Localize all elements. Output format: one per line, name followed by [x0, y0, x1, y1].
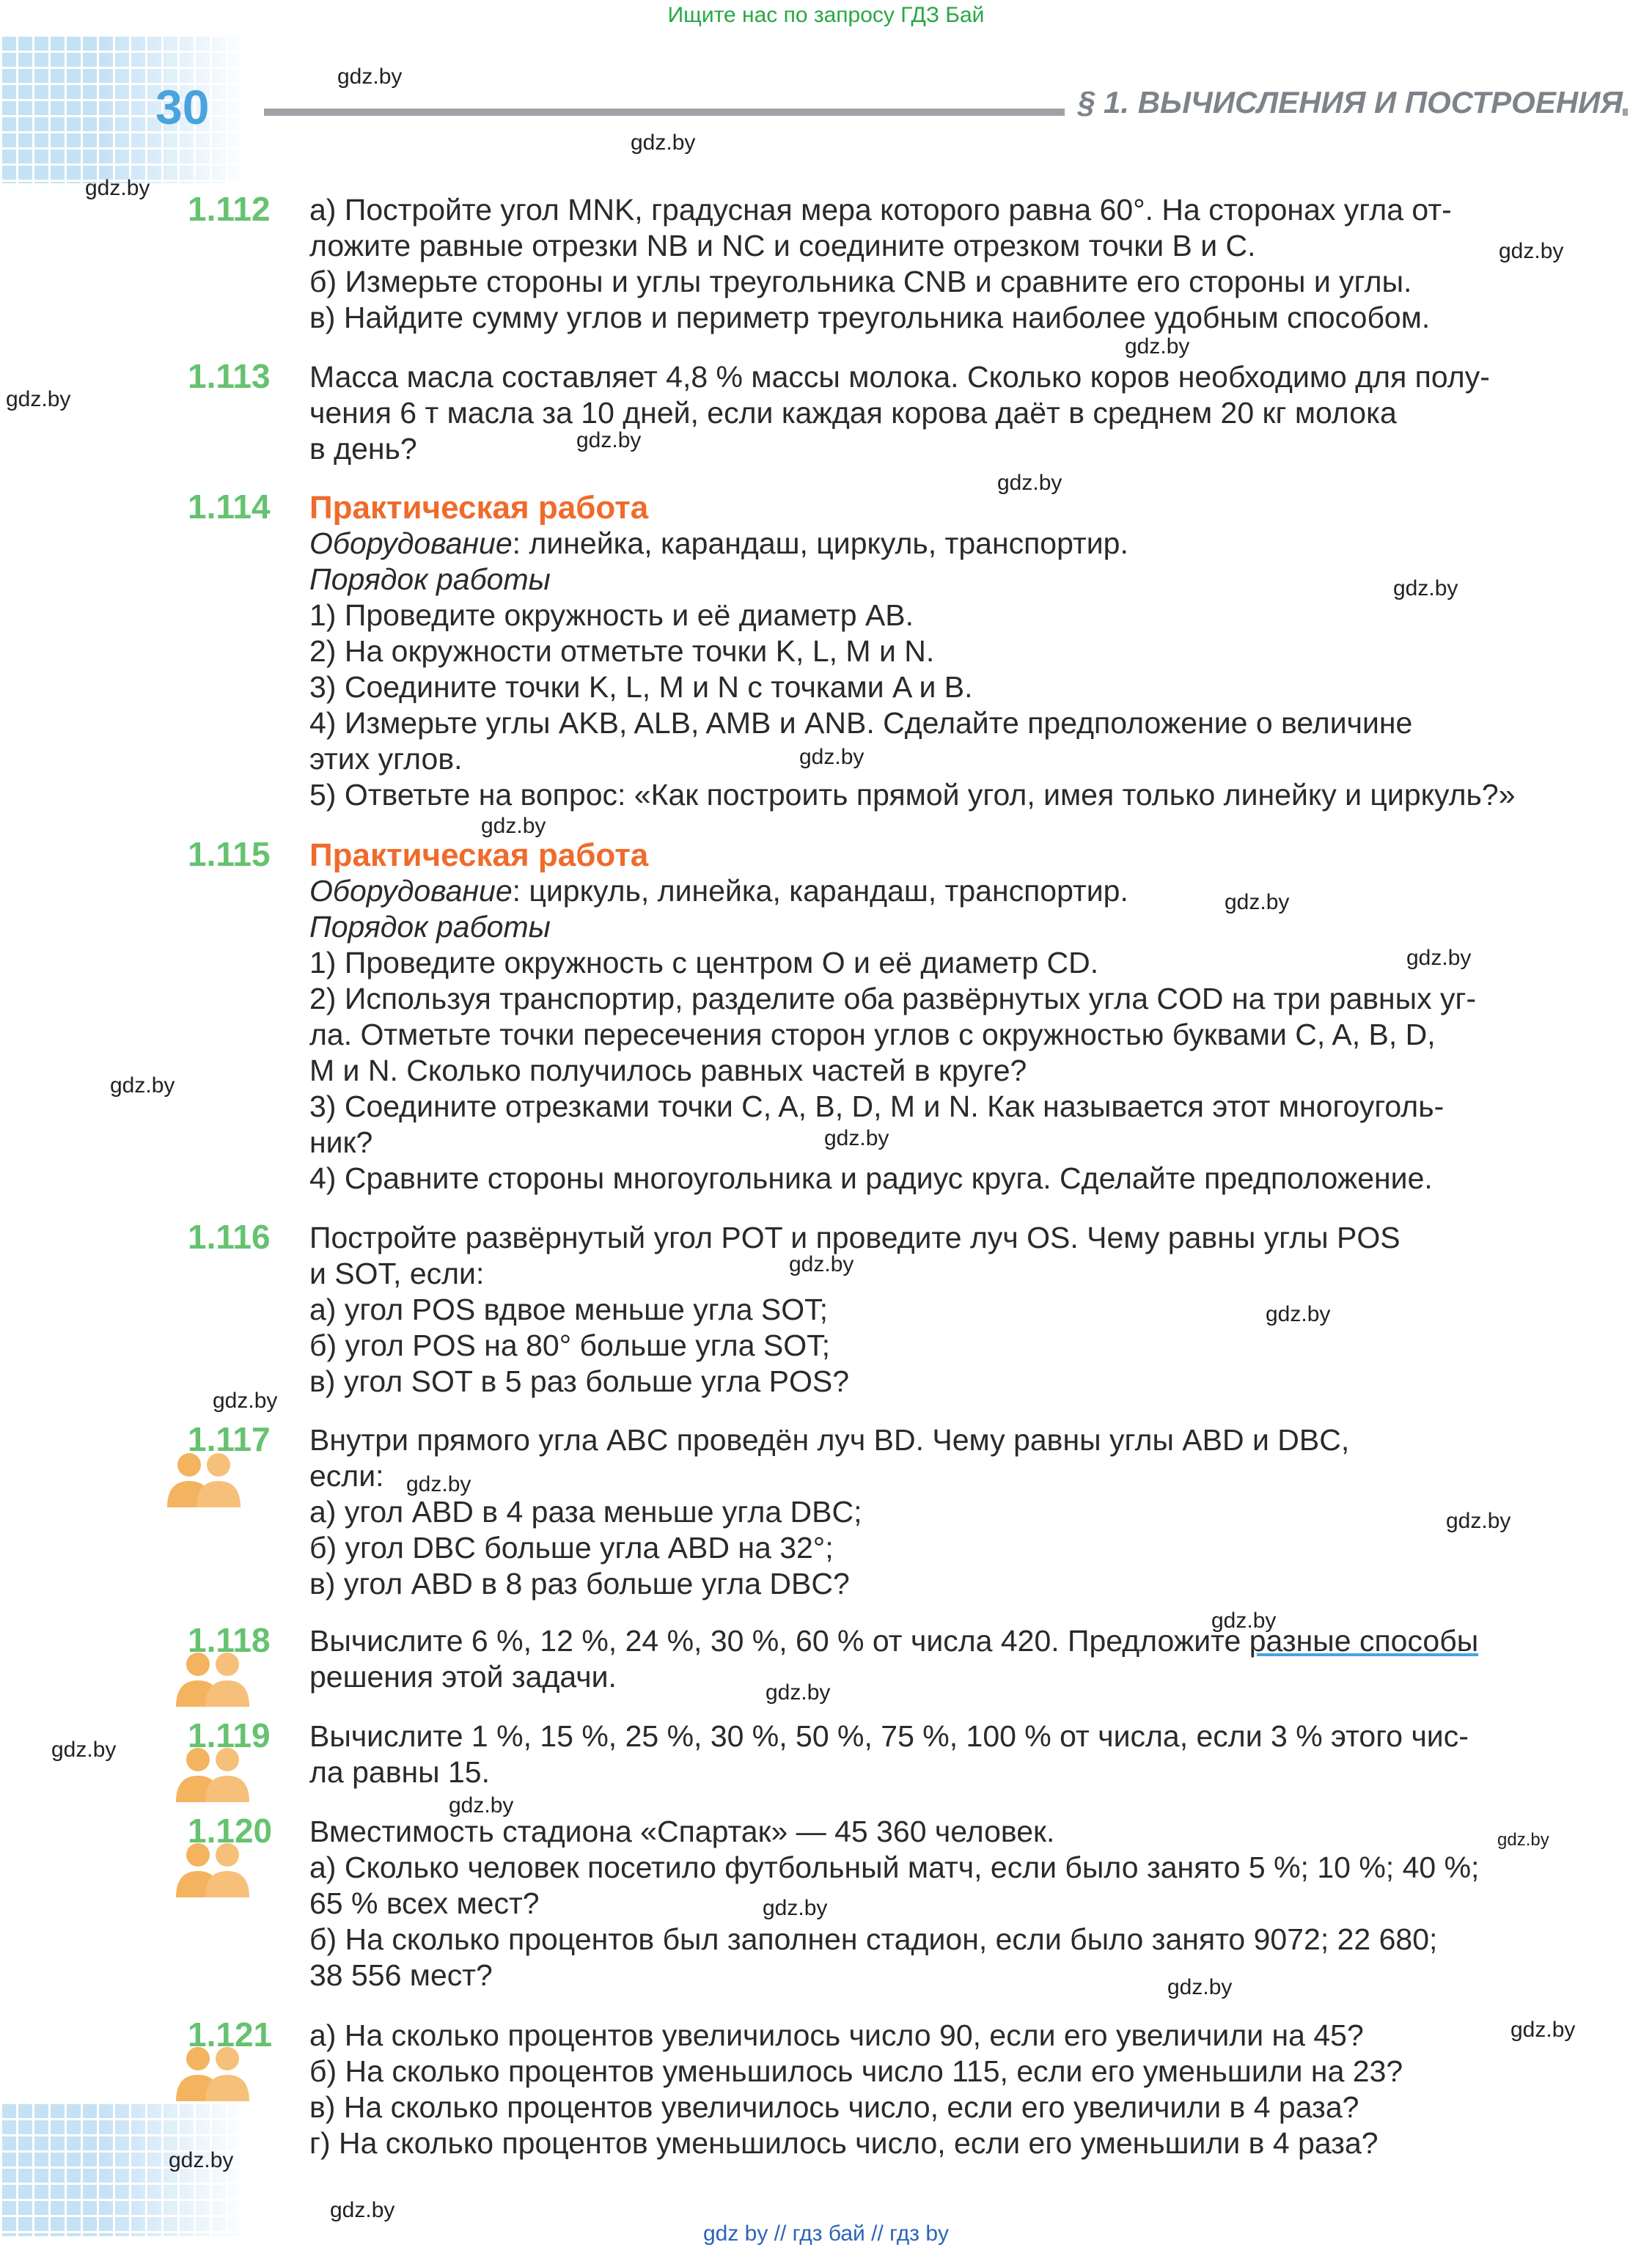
- problem-line: а) угол POS вдвое меньше угла SOT;: [309, 1293, 829, 1326]
- problem-line: б) угол POS на 80° больше угла SOT;: [309, 1328, 831, 1362]
- step-line: ла. Отметьте точки пересечения сторон углов с окружностью буквами C, A, B, D,: [309, 1018, 1436, 1051]
- watermark: gdz.by: [997, 471, 1062, 495]
- problem-1-119: [309, 1719, 1623, 1790]
- watermark: gdz.by: [6, 387, 71, 411]
- problem-line: б) На сколько процентов уменьшилось число 115, если его уменьшили на 23?: [309, 2054, 1403, 2088]
- problem-line: а) Постройте угол MNK, градусная мера которого равна 60°. На сторонах угла от-: [309, 193, 1452, 227]
- watermark: gdz.by: [799, 745, 864, 769]
- step-line: 1) Проведите окружность и её диаметр AB.: [309, 598, 914, 632]
- step-line: ник?: [309, 1125, 373, 1159]
- step-line: 4) Измерьте углы AKB, ALB, AMB и ANB. Сделайте предположение о величине: [309, 706, 1413, 740]
- watermark: gdz.by: [481, 814, 546, 838]
- watermark: gdz.by: [330, 2198, 395, 2222]
- problem-line: 38 556 мест?: [309, 1958, 493, 1992]
- problem-line: в) Найдите сумму углов и периметр треугольника наиболее удобным способом.: [309, 301, 1431, 334]
- step-line: 3) Соедините отрезками точки C, A, B, D, M и N. Как называется этот многоуголь-: [309, 1089, 1444, 1123]
- problem-line: в день?: [309, 432, 417, 466]
- watermark: gdz.by: [1266, 1302, 1331, 1326]
- step-line: 2) На окружности отметьте точки K, L, M и N.: [309, 634, 935, 668]
- watermark: gdz.by: [1446, 1509, 1511, 1533]
- top-banner[interactable]: Ищите нас по запросу ГДЗ Бай: [667, 3, 985, 27]
- watermark: gdz.by: [1510, 2018, 1576, 2042]
- problem-number-1-114: 1.114: [188, 488, 271, 526]
- watermark: gdz.by: [631, 131, 696, 155]
- problem-number-1-117: 1.117: [188, 1420, 271, 1458]
- problem-number-1-116: 1.116: [188, 1218, 271, 1256]
- problem-1-120: [309, 1814, 1623, 1993]
- work-order-label: Порядок работы: [309, 562, 551, 596]
- problem-line: решения этой задачи.: [309, 1660, 617, 1694]
- watermark: gdz.by: [169, 2148, 234, 2172]
- work-order-label: Порядок работы: [309, 910, 551, 944]
- practical-work-title: Практическая работа: [309, 837, 649, 873]
- problem-1-113: [309, 359, 1623, 467]
- problem-line: а) Сколько человек посетило футбольный матч, если было занято 5 %; 10 %; 40 %;: [309, 1850, 1480, 1884]
- watermark: gdz.by: [763, 1896, 828, 1920]
- watermark: gdz.by: [85, 176, 150, 200]
- methods-link[interactable]: разные способы: [1249, 1624, 1479, 1658]
- watermark: gdz.by: [449, 1793, 514, 1818]
- problem-line: в) угол ABD в 8 раз больше угла DBC?: [309, 1567, 850, 1600]
- step-line: этих углов.: [309, 742, 463, 776]
- watermark: gdz.by: [576, 428, 642, 452]
- problem-1-118: [309, 1623, 1623, 1695]
- problem-1-115: [309, 837, 1623, 1197]
- watermark: gdz.by: [406, 1472, 471, 1496]
- problem-number-1-118: 1.118: [188, 1621, 271, 1659]
- watermark: gdz.by: [1225, 890, 1290, 914]
- problem-line: г) На сколько процентов уменьшилось число, если его уменьшили в 4 раза?: [309, 2126, 1378, 2160]
- problem-number-1-115: 1.115: [188, 835, 271, 873]
- practical-work-title: Практическая работа: [309, 490, 649, 526]
- problem-line: б) Измерьте стороны и углы треугольника CNB и сравните его стороны и углы.: [309, 265, 1412, 298]
- watermark: gdz.by: [213, 1389, 278, 1413]
- problem-text: Вычислите 6 %, 12 %, 24 %, 30 %, 60 % от числа 420. Предложите: [309, 1624, 1249, 1658]
- problem-line: [309, 1623, 1623, 1659]
- equipment-label: Оборудование: [309, 526, 513, 560]
- problem-number-1-113: 1.113: [188, 357, 271, 395]
- pair-work-icon: [163, 1450, 243, 1509]
- watermark: gdz.by: [824, 1126, 889, 1150]
- problem-line: ложите равные отрезки NB и NC и соедините отрезком точки B и C.: [309, 229, 1256, 262]
- problem-line: ла равны 15.: [309, 1755, 490, 1789]
- watermark: gdz.by: [337, 65, 403, 89]
- step-line: 5) Ответьте на вопрос: «Как построить прямой угол, имея только линейку и циркуль?»: [309, 778, 1516, 812]
- step-line: 4) Сравните стороны многоугольника и радиус круга. Сделайте предположение.: [309, 1161, 1433, 1195]
- watermark: gdz.by: [766, 1680, 831, 1705]
- problem-line: в) угол SOT в 5 раз больше угла POS?: [309, 1364, 850, 1398]
- problem-line: а) На сколько процентов увеличилось число 90, если его увеличили на 45?: [309, 2018, 1364, 2052]
- problem-number-1-112: 1.112: [188, 190, 271, 228]
- step-line: 2) Используя транспортир, разделите оба развёрнутых угла COD на три равных уг-: [309, 982, 1477, 1015]
- problem-line: и SOT, если:: [309, 1257, 485, 1290]
- section-title: § 1. ВЫЧИСЛЕНИЯ И ПОСТРОЕНИЯ: [1065, 85, 1623, 120]
- equipment-list: : линейка, карандаш, циркуль, транспортир.: [512, 526, 1128, 560]
- problem-1-117: [309, 1422, 1623, 1602]
- problem-line: Внутри прямого угла ABC проведён луч BD. Чему равны углы ABD и DBC,: [309, 1423, 1350, 1457]
- problem-1-112: [309, 192, 1623, 336]
- page-number: 30: [155, 80, 210, 134]
- bottom-banner[interactable]: gdz by // гдз бай // гдз by: [702, 2221, 950, 2246]
- watermark: gdz.by: [110, 1073, 175, 1098]
- watermark: gdz.by: [1406, 946, 1472, 970]
- problem-line: б) На сколько процентов был заполнен стадион, если было занято 9072; 22 680;: [309, 1922, 1438, 1956]
- watermark: gdz.by: [789, 1252, 854, 1276]
- problem-line: чения 6 т масла за 10 дней, если каждая корова даёт в среднем 20 кг молока: [309, 396, 1397, 430]
- equipment-list: : циркуль, линейка, карандаш, транспортир.: [512, 874, 1128, 908]
- problem-number-1-121: 1.121: [188, 2015, 273, 2054]
- step-line: 3) Соедините точки K, L, M и N с точками A и B.: [309, 670, 973, 704]
- watermark: gdz.by: [51, 1738, 117, 1762]
- problem-line: Вместимость стадиона «Спартак» — 45 360 человек.: [309, 1815, 1055, 1848]
- watermark: gdz.by: [1125, 334, 1190, 359]
- corner-grid-top: [0, 37, 249, 183]
- problem-line: Масса масла составляет 4,8 % массы молока. Сколько коров необходимо для полу-: [309, 360, 1490, 394]
- step-line: 1) Проведите окружность с центром O и её диаметр CD.: [309, 946, 1099, 980]
- watermark: gdz.by: [1497, 1830, 1549, 1850]
- equipment-line: [309, 873, 1623, 909]
- problem-line: если:: [309, 1459, 384, 1493]
- step-line: M и N. Сколько получилось равных частей в круге?: [309, 1054, 1027, 1087]
- problem-line: б) угол DBC больше угла ABD на 32°;: [309, 1531, 834, 1565]
- equipment-line: [309, 526, 1623, 562]
- problem-line: Постройте развёрнутый угол POT и проведите луч OS. Чему равны углы POS: [309, 1221, 1400, 1254]
- problem-number-1-120: 1.120: [188, 1812, 273, 1850]
- equipment-label: Оборудование: [309, 874, 513, 908]
- problem-1-116: [309, 1220, 1623, 1400]
- watermark: gdz.by: [1211, 1609, 1277, 1633]
- problem-1-114: [309, 490, 1623, 813]
- problem-line: в) На сколько процентов увеличилось число, если его увеличили в 4 раза?: [309, 2090, 1359, 2124]
- problem-line: Вычислите 1 %, 15 %, 25 %, 30 %, 50 %, 75 %, 100 % от числа, если 3 % этого чис-: [309, 1719, 1469, 1753]
- problem-number-1-119: 1.119: [188, 1716, 271, 1754]
- watermark: gdz.by: [1167, 1975, 1233, 1999]
- problem-1-121: [309, 2018, 1623, 2161]
- problem-line: 65 % всех мест?: [309, 1886, 540, 1920]
- problem-line: а) угол ABD в 4 раза меньше угла DBC;: [309, 1495, 862, 1529]
- watermark: gdz.by: [1499, 239, 1564, 263]
- watermark: gdz.by: [1393, 576, 1458, 600]
